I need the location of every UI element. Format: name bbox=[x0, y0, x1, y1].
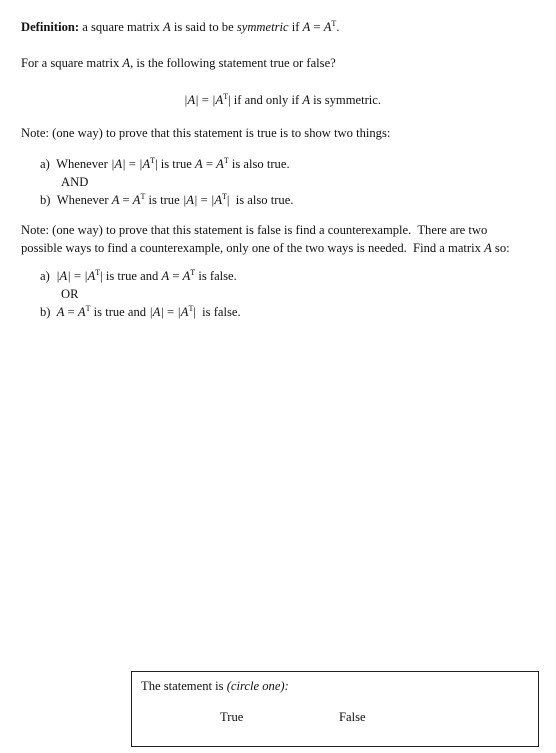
definition-end: . bbox=[336, 20, 340, 34]
answer-prompt bbox=[141, 679, 289, 694]
det-close: | bbox=[193, 305, 196, 319]
transpose-superscript: T bbox=[223, 92, 229, 101]
note-true-item-b bbox=[40, 193, 293, 208]
connector-or: OR bbox=[61, 287, 79, 301]
det-close: | bbox=[155, 157, 158, 171]
definition-text: is said to be bbox=[170, 20, 237, 34]
det-AT: |A bbox=[210, 193, 223, 207]
question-text: For a square matrix bbox=[21, 56, 123, 70]
list-marker: a) bbox=[40, 269, 50, 283]
equals-sign: = bbox=[197, 193, 211, 207]
definition-term: symmetric bbox=[236, 20, 289, 34]
det-close: | bbox=[228, 93, 231, 107]
matrix-var: A bbox=[216, 157, 224, 171]
matrix-var: A bbox=[484, 241, 492, 255]
definition-eq-lhs: A bbox=[302, 20, 311, 34]
statement-text: if and only if bbox=[230, 93, 303, 107]
item-text: is true bbox=[157, 157, 196, 171]
note-false-item-b bbox=[40, 305, 241, 320]
item-text: is false. bbox=[195, 305, 241, 319]
item-text: Whenever bbox=[56, 193, 112, 207]
definition-var: A bbox=[163, 20, 171, 34]
note-false-line-2 bbox=[21, 241, 510, 256]
det-AT: |A bbox=[139, 157, 151, 171]
definition-text: if bbox=[288, 20, 303, 34]
transpose-superscript: T bbox=[188, 304, 194, 313]
item-text: is true and bbox=[102, 269, 162, 283]
det-A: |A| bbox=[182, 193, 198, 207]
transpose-superscript: T bbox=[331, 19, 337, 28]
item-text: is also true. bbox=[229, 193, 294, 207]
det-A: |A| bbox=[110, 157, 126, 171]
equals-sign: = bbox=[163, 305, 178, 319]
connector-and: AND bbox=[61, 175, 89, 189]
matrix-var: A bbox=[182, 269, 191, 283]
transpose-superscript: T bbox=[223, 156, 229, 165]
det-close: | bbox=[100, 269, 103, 283]
transpose-superscript: T bbox=[150, 156, 156, 165]
note-text: so: bbox=[491, 241, 510, 255]
matrix-var: A bbox=[77, 305, 86, 319]
note-false-line-1: Note: (one way) to prove that this statement is false is find a counterexample. There are two bbox=[21, 223, 488, 237]
statement-text: is symmetric. bbox=[310, 93, 382, 107]
equals-sign: = bbox=[198, 93, 213, 107]
note-false-item-a bbox=[40, 269, 237, 284]
answer-instruction: (circle one): bbox=[226, 679, 289, 693]
statement-var: A bbox=[302, 93, 311, 107]
equals-sign: = bbox=[125, 157, 140, 171]
det-AT: |A bbox=[84, 269, 96, 283]
transpose-superscript: T bbox=[85, 304, 91, 313]
matrix-var: A bbox=[111, 193, 120, 207]
note-text: possible ways to find a counterexample, only one of the two ways is needed. Find a matrix bbox=[21, 241, 485, 255]
det-A: |A| bbox=[56, 269, 71, 283]
matrix-var: A bbox=[132, 193, 141, 207]
note-true-item-a bbox=[40, 157, 290, 172]
equals-sign: = bbox=[310, 20, 324, 34]
list-marker: b) bbox=[40, 193, 51, 207]
definition-line bbox=[21, 20, 339, 35]
matrix-var: A bbox=[161, 269, 170, 283]
equals-sign: = bbox=[64, 305, 78, 319]
equals-sign: = bbox=[169, 269, 183, 283]
matrix-var: A bbox=[56, 305, 65, 319]
transpose-superscript: T bbox=[95, 268, 101, 277]
equals-sign: = bbox=[119, 193, 133, 207]
statement-line bbox=[184, 93, 381, 108]
matrix-var: A bbox=[195, 157, 203, 171]
transpose-superscript: T bbox=[222, 192, 227, 201]
definition-label: Definition: bbox=[21, 20, 80, 34]
det-A: |A| bbox=[184, 93, 199, 107]
question-text: , is the following statement true or false? bbox=[130, 56, 336, 70]
answer-box bbox=[131, 671, 539, 747]
item-text: is true bbox=[145, 193, 183, 207]
answer-prompt-text: The statement is bbox=[141, 679, 227, 693]
transpose-superscript: T bbox=[140, 192, 146, 201]
option-false[interactable]: False bbox=[339, 710, 366, 724]
item-text: Whenever bbox=[56, 157, 111, 171]
equals-sign: = bbox=[70, 269, 85, 283]
list-marker: b) bbox=[40, 305, 51, 319]
list-marker: a) bbox=[40, 157, 50, 171]
question-var: A bbox=[122, 56, 131, 70]
det-AT: |A bbox=[177, 305, 189, 319]
definition-eq-rhs: A bbox=[323, 20, 332, 34]
det-close: | bbox=[226, 193, 230, 207]
option-true[interactable]: True bbox=[220, 710, 244, 724]
det-A: |A| bbox=[149, 305, 164, 319]
transpose-superscript: T bbox=[190, 268, 196, 277]
equals-sign: = bbox=[202, 157, 217, 171]
question-line bbox=[21, 56, 336, 71]
definition-text: a square matrix bbox=[79, 20, 164, 34]
item-text: is false. bbox=[195, 269, 237, 283]
note-true-line: Note: (one way) to prove that this statement is true is to show two things: bbox=[21, 126, 391, 140]
item-text: is also true. bbox=[228, 157, 290, 171]
det-AT: |A bbox=[212, 93, 224, 107]
item-text: is true and bbox=[90, 305, 150, 319]
